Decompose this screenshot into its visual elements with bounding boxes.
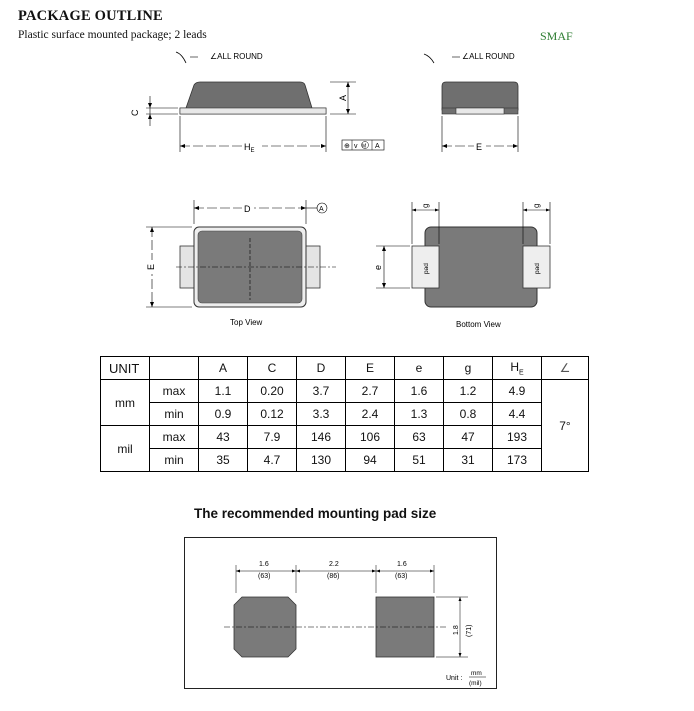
value-cell: 3.3 [297, 403, 346, 426]
pad-dim1-mm: 1.6 [259, 561, 269, 568]
table-header-row [101, 357, 589, 380]
table-row [101, 426, 589, 449]
dimension-table [100, 356, 589, 472]
value-cell: 0.8 [444, 403, 493, 426]
pad-dim2-mil: (86) [327, 573, 340, 580]
unit-label: Unit : [446, 675, 463, 682]
value-cell: 94 [346, 449, 395, 472]
bottom-body [425, 227, 537, 307]
kind-cell: min [150, 403, 199, 426]
value-cell: 3.7 [297, 380, 346, 403]
kind-cell: min [150, 449, 199, 472]
mounting-pad-drawing [184, 537, 497, 689]
dim-e-label: e [373, 264, 383, 270]
header-cell: C [248, 357, 297, 380]
pad-dim4-mil: (71) [466, 624, 473, 637]
header-cell: ∠ [542, 357, 589, 380]
value-cell: 31 [444, 449, 493, 472]
bottom-right-pad-label: pad [534, 263, 541, 274]
bottom-left-pad-label: pad [423, 263, 430, 274]
value-cell: 7.9 [248, 426, 297, 449]
table-row [101, 403, 589, 426]
svg-text:A: A [375, 143, 380, 150]
value-cell: 0.9 [199, 403, 248, 426]
end-view [424, 52, 518, 152]
unit-mil: (mil) [469, 680, 482, 687]
value-cell: 35 [199, 449, 248, 472]
end-lead [456, 108, 504, 114]
header-cell: g [444, 357, 493, 380]
svg-text:v: v [354, 143, 358, 150]
value-cell: 43 [199, 426, 248, 449]
side-angle-note: ∠ALL ROUND [210, 52, 263, 61]
value-cell: 51 [395, 449, 444, 472]
value-cell: 4.4 [493, 403, 542, 426]
dim-HE-label: $H_E$ [244, 142, 255, 154]
pad-dim4-mm: 1.8 [453, 625, 460, 635]
top-view [144, 200, 336, 327]
mounting-pad-heading: The recommended mounting pad size [194, 506, 437, 521]
value-cell: 1.6 [395, 380, 444, 403]
end-body [442, 82, 518, 110]
value-cell: 1.2 [444, 380, 493, 403]
package-outline-drawing [0, 0, 694, 340]
side-lead [180, 108, 326, 114]
unit-cell: mm [101, 380, 150, 426]
bottom-view-caption: Bottom View [456, 320, 501, 329]
value-cell: 146 [297, 426, 346, 449]
value-cell: 1.3 [395, 403, 444, 426]
dim-A-label: A [338, 94, 348, 101]
svg-text:⊕: ⊕ [344, 143, 350, 150]
value-cell: 106 [346, 426, 395, 449]
header-cell [150, 357, 199, 380]
value-cell: 193 [493, 426, 542, 449]
svg-text:A: A [319, 206, 324, 213]
package-description: Plastic surface mounted package; 2 leads [18, 29, 207, 41]
value-cell: 63 [395, 426, 444, 449]
table-row [101, 380, 589, 403]
header-cell: e [395, 357, 444, 380]
svg-text:M: M [362, 143, 367, 150]
table-row [101, 449, 589, 472]
header-cell: D [297, 357, 346, 380]
unit-cell: mil [101, 426, 150, 472]
value-cell: 4.7 [248, 449, 297, 472]
top-view-caption: Top View [230, 318, 263, 327]
top-dim-E-label: E [146, 263, 156, 270]
end-angle-note: ∠ALL ROUND [462, 52, 515, 61]
dim-g-left-label: g [421, 203, 430, 208]
dim-g-right-label: g [532, 203, 541, 208]
value-cell: 130 [297, 449, 346, 472]
value-cell: 0.20 [248, 380, 297, 403]
pad-dim3-mil: (63) [395, 573, 408, 580]
header-cell: UNIT [101, 357, 150, 380]
value-cell: 2.4 [346, 403, 395, 426]
unit-mm: mm [471, 670, 482, 677]
angle-value-cell: 7° [542, 380, 589, 472]
header-cell: $H_E$ [493, 357, 542, 380]
dim-D-label: D [244, 204, 251, 214]
package-code: SMAF [540, 29, 573, 43]
tolerance-frame [342, 140, 384, 150]
side-view [130, 52, 384, 154]
page-title: PACKAGE OUTLINE [18, 8, 163, 24]
end-dim-E-label: E [476, 142, 483, 152]
value-cell: 1.1 [199, 380, 248, 403]
value-cell: 2.7 [346, 380, 395, 403]
dim-C-label: C [130, 109, 140, 116]
pad-dim3-mm: 1.6 [397, 561, 407, 568]
header-cell: E [346, 357, 395, 380]
value-cell: 0.12 [248, 403, 297, 426]
header-cell: A [199, 357, 248, 380]
value-cell: 4.9 [493, 380, 542, 403]
kind-cell: max [150, 426, 199, 449]
bottom-view [373, 202, 550, 329]
value-cell: 47 [444, 426, 493, 449]
kind-cell: max [150, 380, 199, 403]
value-cell: 173 [493, 449, 542, 472]
pad-dim1-mil: (63) [258, 573, 271, 580]
pad-dim2-mm: 2.2 [329, 561, 339, 568]
